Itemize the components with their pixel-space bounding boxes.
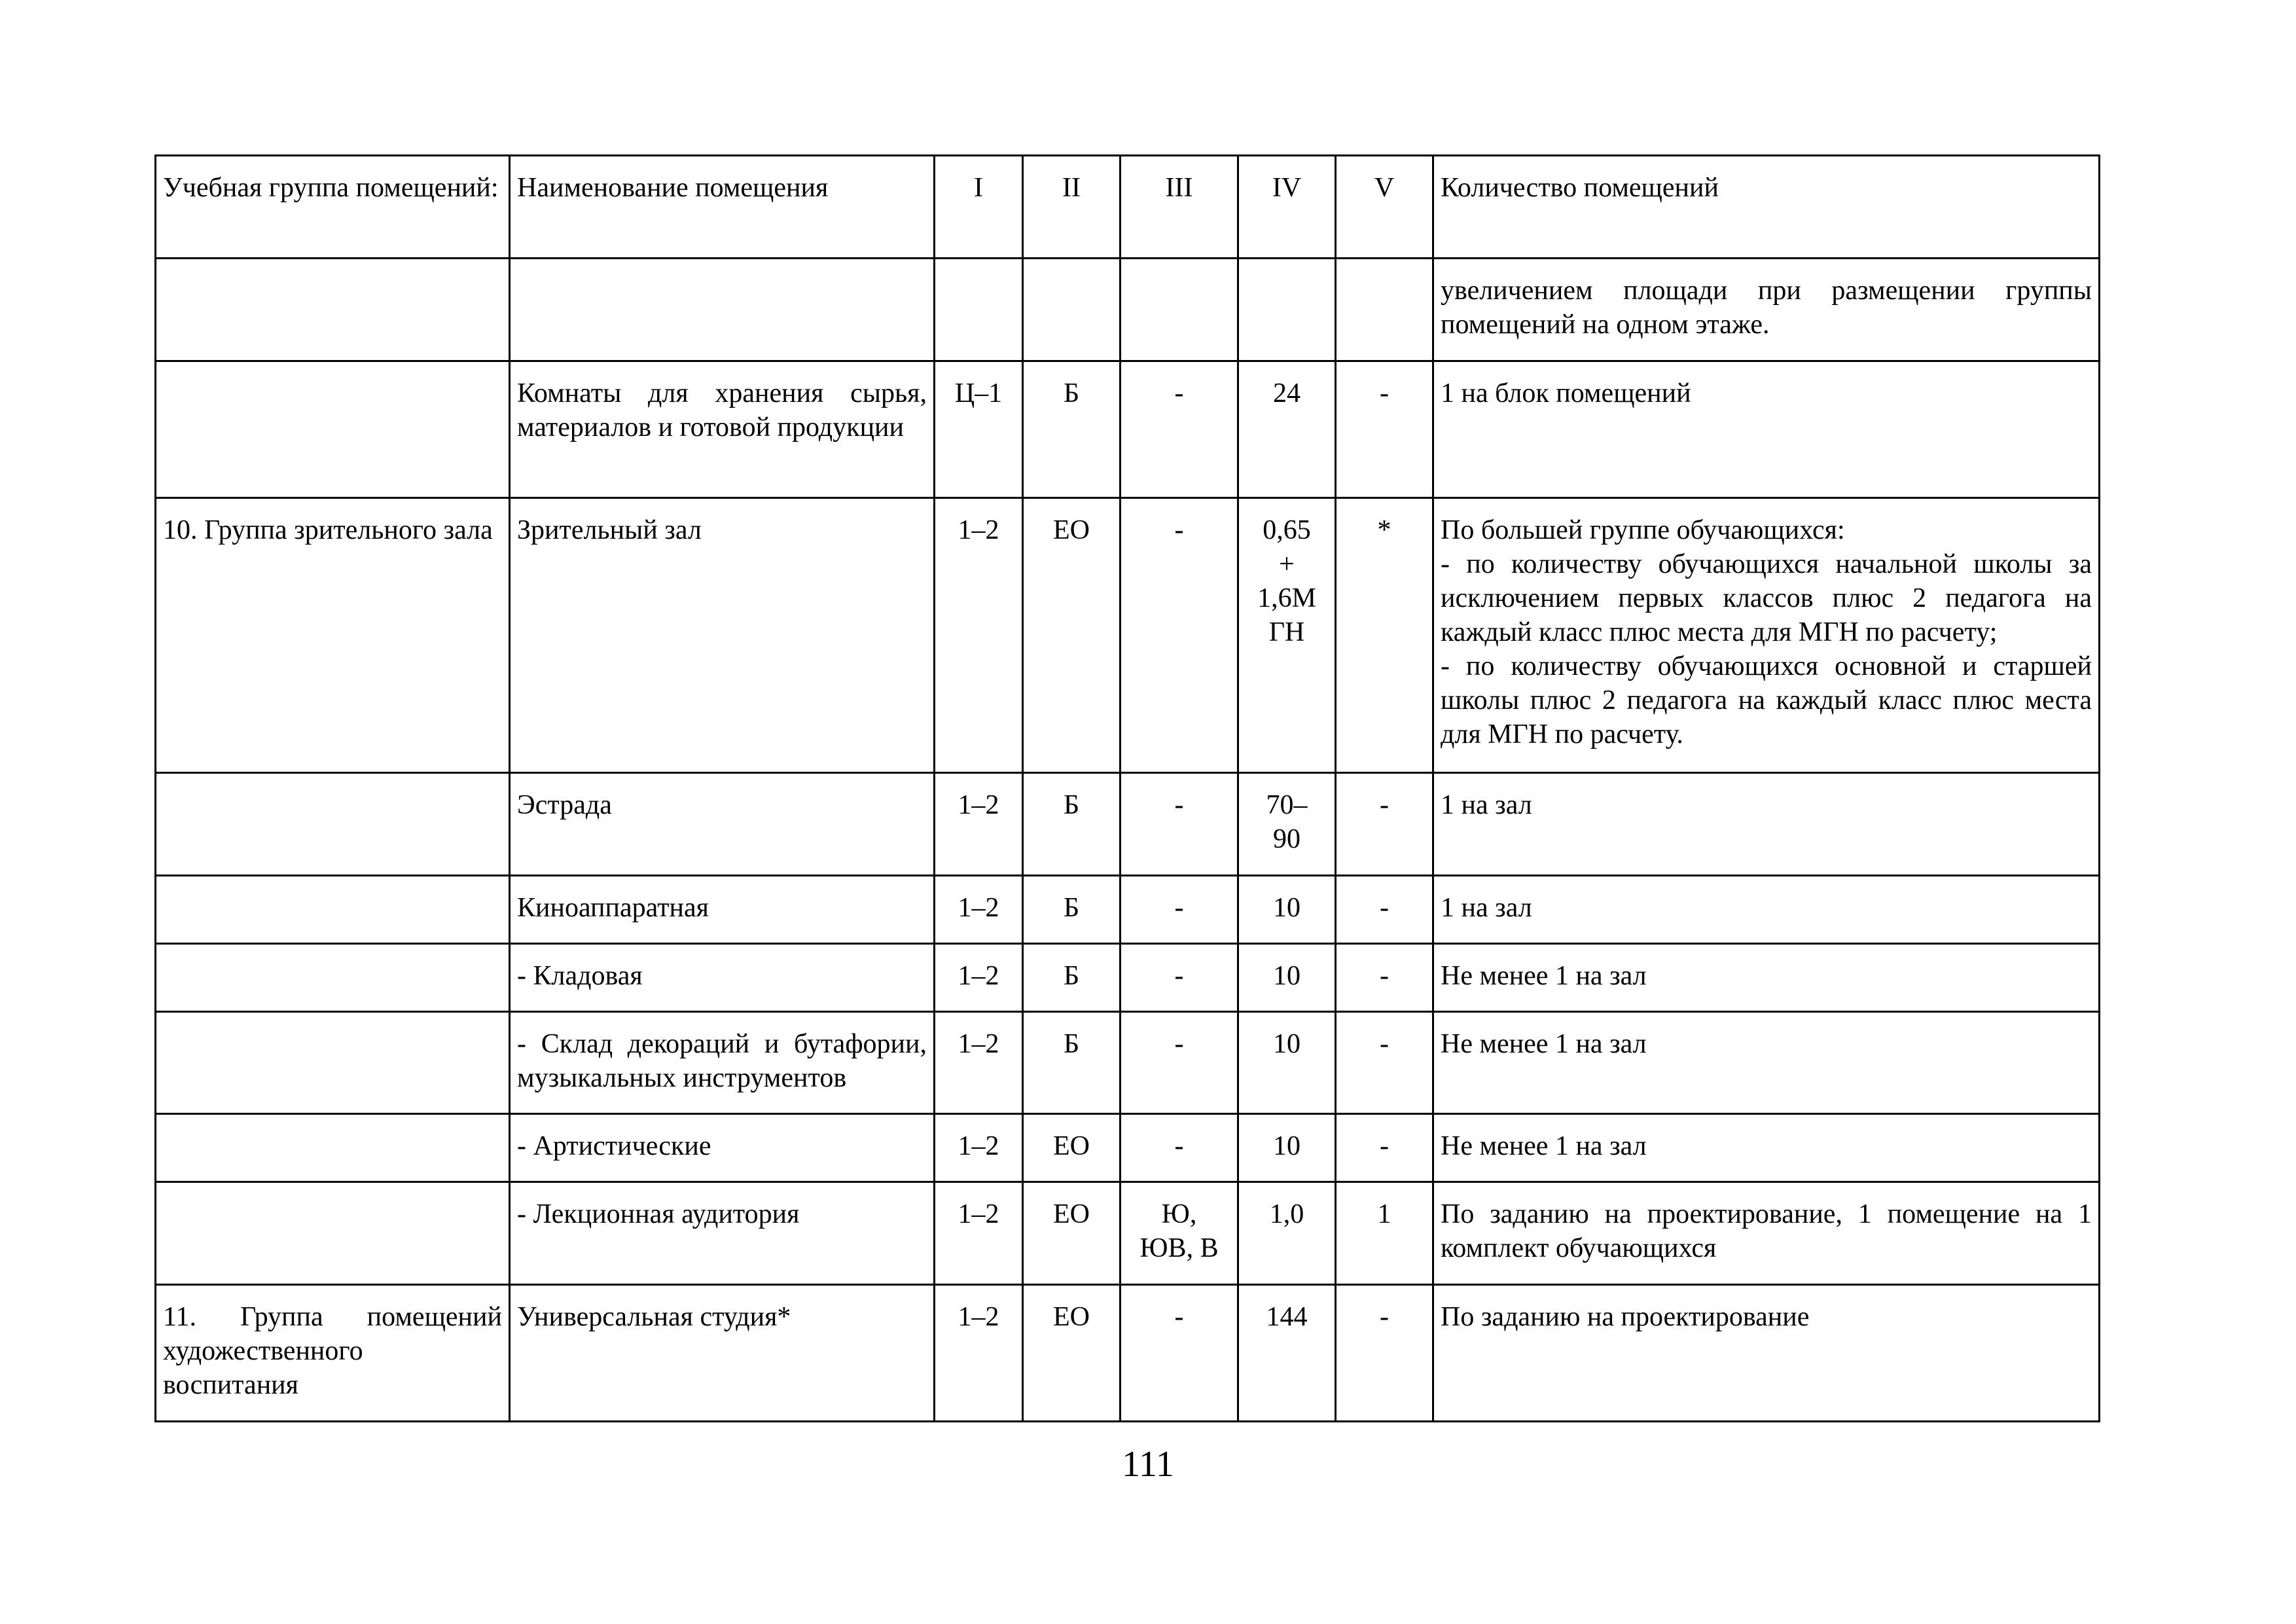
row-group: 10. Группа зрительного зала xyxy=(156,498,510,773)
table-row xyxy=(156,1285,2100,1422)
header-count: Количество помещений xyxy=(1433,156,2100,259)
row-c2: Б xyxy=(1023,944,1121,1012)
row-c5: 1 xyxy=(1336,1182,1433,1285)
header-name: Наименование помещения xyxy=(510,156,935,259)
row-c3: - xyxy=(1121,876,1238,944)
row-count: 1 на блок помещений xyxy=(1433,361,2100,498)
row-name xyxy=(510,259,935,361)
row-name: - Артистические xyxy=(510,1114,935,1182)
row-c4: 1,0 xyxy=(1238,1182,1336,1285)
row-c5: - xyxy=(1336,1114,1433,1182)
row-c4: 10 xyxy=(1238,1012,1336,1114)
row-c1: 1–2 xyxy=(935,1012,1023,1114)
row-name: - Лекционная аудитория xyxy=(510,1182,935,1285)
row-c1: 1–2 xyxy=(935,1182,1023,1285)
row-name: Эстрада xyxy=(510,773,935,876)
row-group xyxy=(156,361,510,498)
row-c1: 1–2 xyxy=(935,498,1023,773)
row-c5: - xyxy=(1336,773,1433,876)
row-count: По большей группе обучающихся: - по количеству обучающихся начальной школы за исключением первых классов плюс 2 педагога на каждый класс плюс места для МГН по расчету; - по количеству обучающихся основной и старшей школы плюс 2 педагога на каждый класс плюс места для МГН по расчету. xyxy=(1433,498,2100,773)
row-c2: Б xyxy=(1023,773,1121,876)
header-group: Учебная группа помещений: xyxy=(156,156,510,259)
table-row xyxy=(156,944,2100,1012)
table-header-row xyxy=(156,156,2100,259)
row-count: 1 на зал xyxy=(1433,876,2100,944)
row-c2: ЕО xyxy=(1023,498,1121,773)
row-c2: Б xyxy=(1023,1012,1121,1114)
row-c3: - xyxy=(1121,498,1238,773)
header-col-4: IV xyxy=(1238,156,1336,259)
row-c5: - xyxy=(1336,1012,1433,1114)
page-number: 111 xyxy=(1122,1444,1174,1485)
table-row xyxy=(156,1012,2100,1114)
row-c2: Б xyxy=(1023,876,1121,944)
row-group xyxy=(156,1182,510,1285)
row-c1: 1–2 xyxy=(935,944,1023,1012)
row-count: Не менее 1 на зал xyxy=(1433,1012,2100,1114)
row-c5: - xyxy=(1336,944,1433,1012)
table-row xyxy=(156,498,2100,773)
table-row xyxy=(156,259,2100,361)
row-c5: * xyxy=(1336,498,1433,773)
row-c3: - xyxy=(1121,361,1238,498)
row-c4: 10 xyxy=(1238,1114,1336,1182)
row-c4: 24 xyxy=(1238,361,1336,498)
table-row xyxy=(156,876,2100,944)
row-count: увеличением площади при размещении группы помещений на одном этаже. xyxy=(1433,259,2100,361)
row-c4: 10 xyxy=(1238,876,1336,944)
row-name: - Склад декораций и бутафории, музыкальных инструментов xyxy=(510,1012,935,1114)
row-count: Не менее 1 на зал xyxy=(1433,1114,2100,1182)
table-row xyxy=(156,361,2100,498)
row-group xyxy=(156,259,510,361)
row-c4: 0,65 + 1,6М ГН xyxy=(1238,498,1336,773)
table-row xyxy=(156,1114,2100,1182)
row-c1 xyxy=(935,259,1023,361)
row-count: Не менее 1 на зал xyxy=(1433,944,2100,1012)
table-row xyxy=(156,773,2100,876)
row-count: 1 на зал xyxy=(1433,773,2100,876)
row-name: - Кладовая xyxy=(510,944,935,1012)
row-c4: 10 xyxy=(1238,944,1336,1012)
row-group xyxy=(156,876,510,944)
row-c3 xyxy=(1121,259,1238,361)
rooms-table xyxy=(154,154,2100,1422)
row-count: По заданию на проектирование, 1 помещение на 1 комплект обучающихся xyxy=(1433,1182,2100,1285)
row-c2: ЕО xyxy=(1023,1114,1121,1182)
row-group xyxy=(156,773,510,876)
row-c5: - xyxy=(1336,876,1433,944)
row-c1: 1–2 xyxy=(935,773,1023,876)
row-group: 11. Группа помещений художественного воспитания xyxy=(156,1285,510,1422)
row-count: По заданию на проектирование xyxy=(1433,1285,2100,1422)
table-row xyxy=(156,1182,2100,1285)
row-c4: 144 xyxy=(1238,1285,1336,1422)
row-c3: - xyxy=(1121,1012,1238,1114)
row-c2 xyxy=(1023,259,1121,361)
row-c3: - xyxy=(1121,944,1238,1012)
row-c3: Ю, ЮВ, В xyxy=(1121,1182,1238,1285)
row-group xyxy=(156,1012,510,1114)
row-c3: - xyxy=(1121,773,1238,876)
row-c5: - xyxy=(1336,1285,1433,1422)
row-name: Зрительный зал xyxy=(510,498,935,773)
row-c3: - xyxy=(1121,1285,1238,1422)
row-name: Комнаты для хранения сырья, материалов и готовой продукции xyxy=(510,361,935,498)
row-c2: Б xyxy=(1023,361,1121,498)
row-c1: 1–2 xyxy=(935,1114,1023,1182)
row-c4: 70– 90 xyxy=(1238,773,1336,876)
header-col-3: III xyxy=(1121,156,1238,259)
row-name: Киноаппаратная xyxy=(510,876,935,944)
row-c2: ЕО xyxy=(1023,1182,1121,1285)
header-col-2: II xyxy=(1023,156,1121,259)
header-col-1: I xyxy=(935,156,1023,259)
row-c5: - xyxy=(1336,361,1433,498)
row-c1: 1–2 xyxy=(935,876,1023,944)
row-c2: ЕО xyxy=(1023,1285,1121,1422)
row-c5 xyxy=(1336,259,1433,361)
row-c1: 1–2 xyxy=(935,1285,1023,1422)
row-c3: - xyxy=(1121,1114,1238,1182)
row-group xyxy=(156,1114,510,1182)
row-name: Универсальная студия* xyxy=(510,1285,935,1422)
header-col-5: V xyxy=(1336,156,1433,259)
row-c4 xyxy=(1238,259,1336,361)
row-c1: Ц–1 xyxy=(935,361,1023,498)
row-group xyxy=(156,944,510,1012)
